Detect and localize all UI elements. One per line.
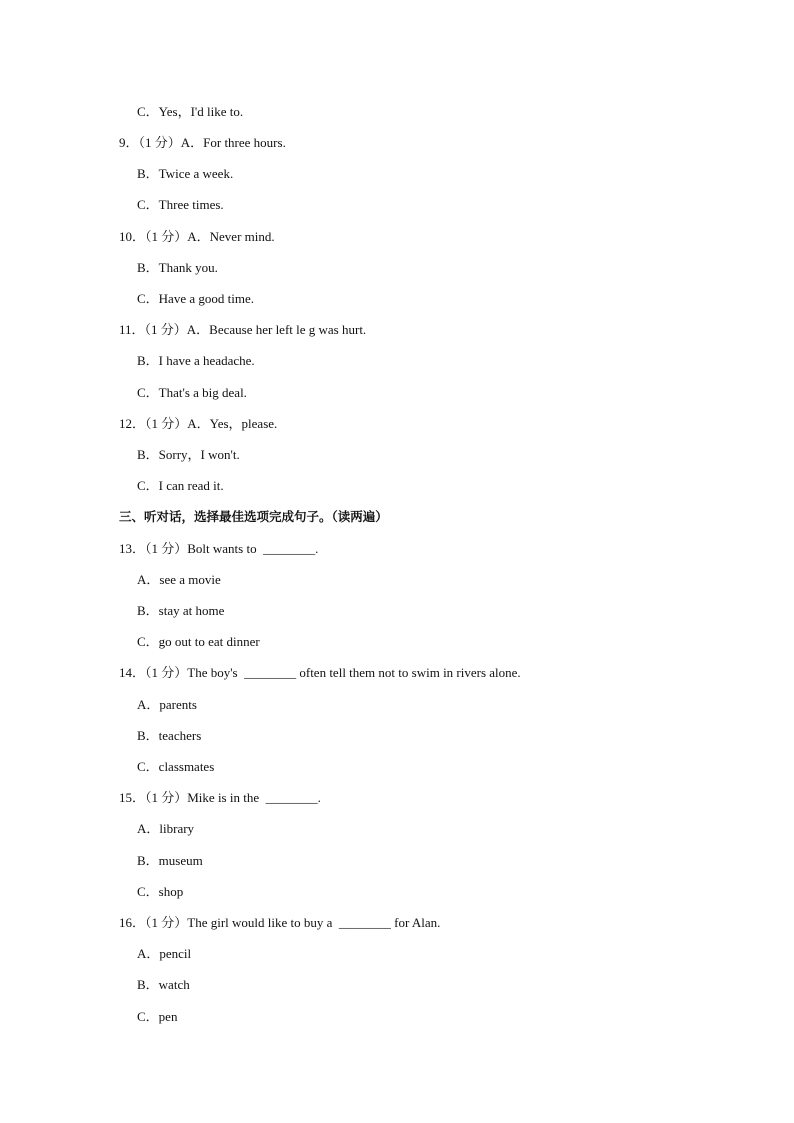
option-line: C．I can read it.	[137, 478, 224, 493]
question-line: 13．（1 分）Bolt wants to ________.	[119, 541, 319, 556]
option-line: B．I have a headache.	[137, 353, 255, 368]
option-line: C．Three times.	[137, 197, 224, 212]
option-line: B．stay at home	[137, 603, 225, 618]
option-line: C．That's a big deal.	[137, 385, 247, 400]
option-line: A．parents	[137, 697, 197, 712]
option-line: A．see a movie	[137, 572, 221, 587]
option-line: A．library	[137, 821, 195, 836]
question-line: 16．（1 分）The girl would like to buy a ________ for Alan.	[119, 915, 441, 930]
option-line: C．Have a good time.	[137, 291, 254, 306]
question-line: 10．（1 分）A．Never mind.	[119, 229, 275, 244]
option-line: B．museum	[137, 853, 203, 868]
option-line: B．Thank you.	[137, 260, 218, 275]
option-line: B．Twice a week.	[137, 166, 234, 181]
section-heading: 三、听对话，选择最佳选项完成句子。（读两遍）	[119, 509, 388, 524]
question-line: 15．（1 分）Mike is in the ________.	[119, 790, 321, 805]
option-line: B．Sorry，I won't.	[137, 447, 240, 462]
option-line: C．shop	[137, 884, 184, 899]
option-line: C．Yes，I'd like to.	[137, 104, 244, 119]
question-line: 14．（1 分）The boy's ________ often tell them not to swim in rivers alone.	[119, 665, 521, 680]
question-line: 9．（1 分）A．For three hours.	[119, 135, 286, 150]
option-line: B．teachers	[137, 728, 202, 743]
option-line: C．pen	[137, 1009, 178, 1024]
option-line: C．go out to eat dinner	[137, 634, 260, 649]
option-line: B．watch	[137, 977, 190, 992]
question-line: 11．（1 分）A．Because her left le g was hurt.	[119, 322, 367, 337]
option-line: A．pencil	[137, 946, 192, 961]
option-line: C．classmates	[137, 759, 215, 774]
question-line: 12．（1 分）A．Yes，please.	[119, 416, 278, 431]
